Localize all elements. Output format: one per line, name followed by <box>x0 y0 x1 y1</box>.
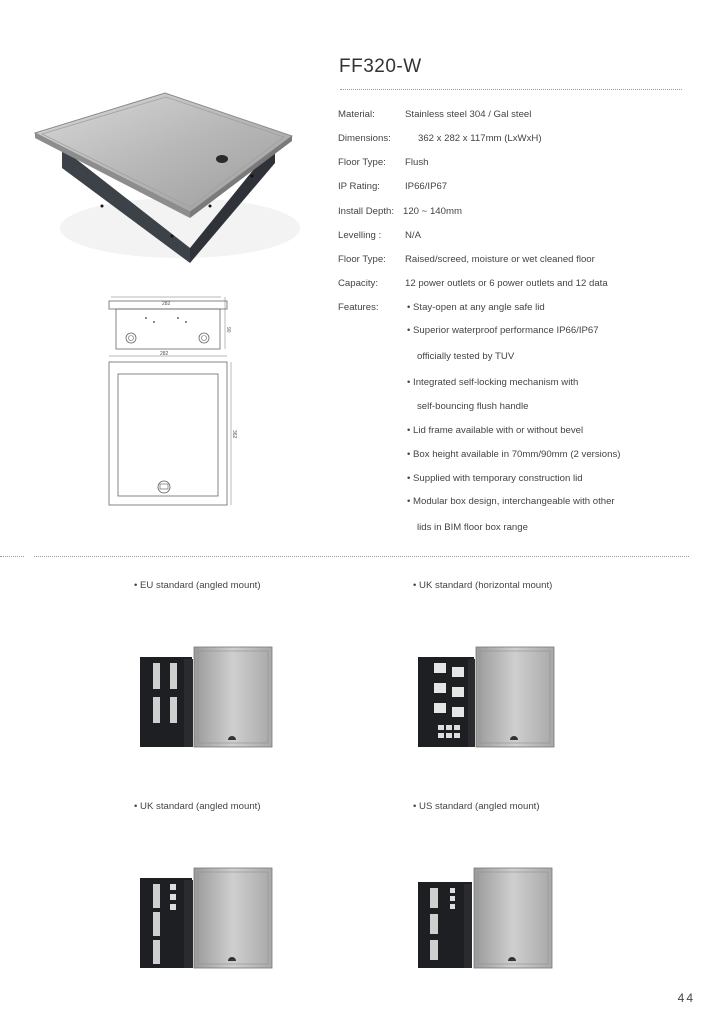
spec-floor-type-2 <box>338 254 678 268</box>
variant-caption-eu: • EU standard (angled mount) <box>134 580 261 591</box>
spec-dimensions <box>338 133 678 147</box>
spec-key: Install Depth: <box>338 206 394 217</box>
spec-value: N/A <box>405 230 421 241</box>
title-divider <box>340 89 682 90</box>
feature-item: officially tested by TUV <box>417 351 515 362</box>
spec-material <box>338 109 678 123</box>
top-view-drawing <box>106 350 236 510</box>
spec-key: Floor Type: <box>338 157 386 168</box>
spec-key: Floor Type: <box>338 254 386 265</box>
spec-ip-rating <box>338 181 678 195</box>
spec-value: 120 ~ 140mm <box>403 206 462 217</box>
spec-value: Flush <box>405 157 429 168</box>
variant-caption-uk-horizontal: • UK standard (horizontal mount) <box>413 580 553 591</box>
spec-key: Material: <box>338 109 375 120</box>
product-render-image <box>30 88 295 268</box>
side-width-label: 282 <box>162 301 171 307</box>
spec-value: 12 power outlets or 6 power outlets and 12 data <box>405 278 608 289</box>
spec-capacity <box>338 278 678 292</box>
spec-key: Dimensions: <box>338 133 391 144</box>
spec-key: Levelling : <box>338 230 382 241</box>
variant-image-uk-angled <box>138 866 274 971</box>
variant-image-uk-horizontal <box>416 645 556 750</box>
section-divider-left <box>0 556 24 557</box>
feature-item: • Superior waterproof performance IP66/IP67 <box>407 325 599 336</box>
feature-item: self-bouncing flush handle <box>417 401 529 412</box>
feature-item: • Integrated self-locking mechanism with <box>407 377 579 388</box>
feature-item: • Stay-open at any angle safe lid <box>407 302 545 313</box>
variant-image-eu <box>138 645 274 750</box>
variant-caption-uk-angled: • UK standard (angled mount) <box>134 801 261 812</box>
product-title: FF320-W <box>339 56 422 77</box>
top-length-label: 362 <box>231 430 237 439</box>
feature-item: • Modular box design, interchangeable with other <box>407 496 615 507</box>
side-height-label: 90 <box>225 327 231 333</box>
spec-value: Stainless steel 304 / Gal steel <box>405 109 532 120</box>
feature-item: • Box height available in 70mm/90mm (2 versions) <box>407 449 621 460</box>
spec-value: Raised/screed, moisture or wet cleaned floor <box>405 254 595 265</box>
variant-caption-us: • US standard (angled mount) <box>413 801 540 812</box>
spec-key: Features: <box>338 302 379 313</box>
feature-item: • Lid frame available with or without bevel <box>407 425 584 436</box>
feature-item: • Supplied with temporary construction lid <box>407 473 583 484</box>
top-width-label: 282 <box>160 351 169 357</box>
spec-features <box>338 302 398 316</box>
side-view-drawing <box>106 294 236 356</box>
spec-floor-type <box>338 157 678 171</box>
spec-key: IP Rating: <box>338 181 380 192</box>
page-number: 44 <box>677 991 695 1005</box>
spec-value: 362 x 282 x 117mm (LxWxH) <box>418 133 542 144</box>
spec-key: Capacity: <box>338 278 378 289</box>
variant-image-us <box>416 866 556 971</box>
section-divider <box>34 556 689 557</box>
feature-item: lids in BIM floor box range <box>417 522 528 533</box>
spec-install-depth <box>338 206 678 220</box>
spec-levelling <box>338 230 678 244</box>
spec-value: IP66/IP67 <box>405 181 448 192</box>
